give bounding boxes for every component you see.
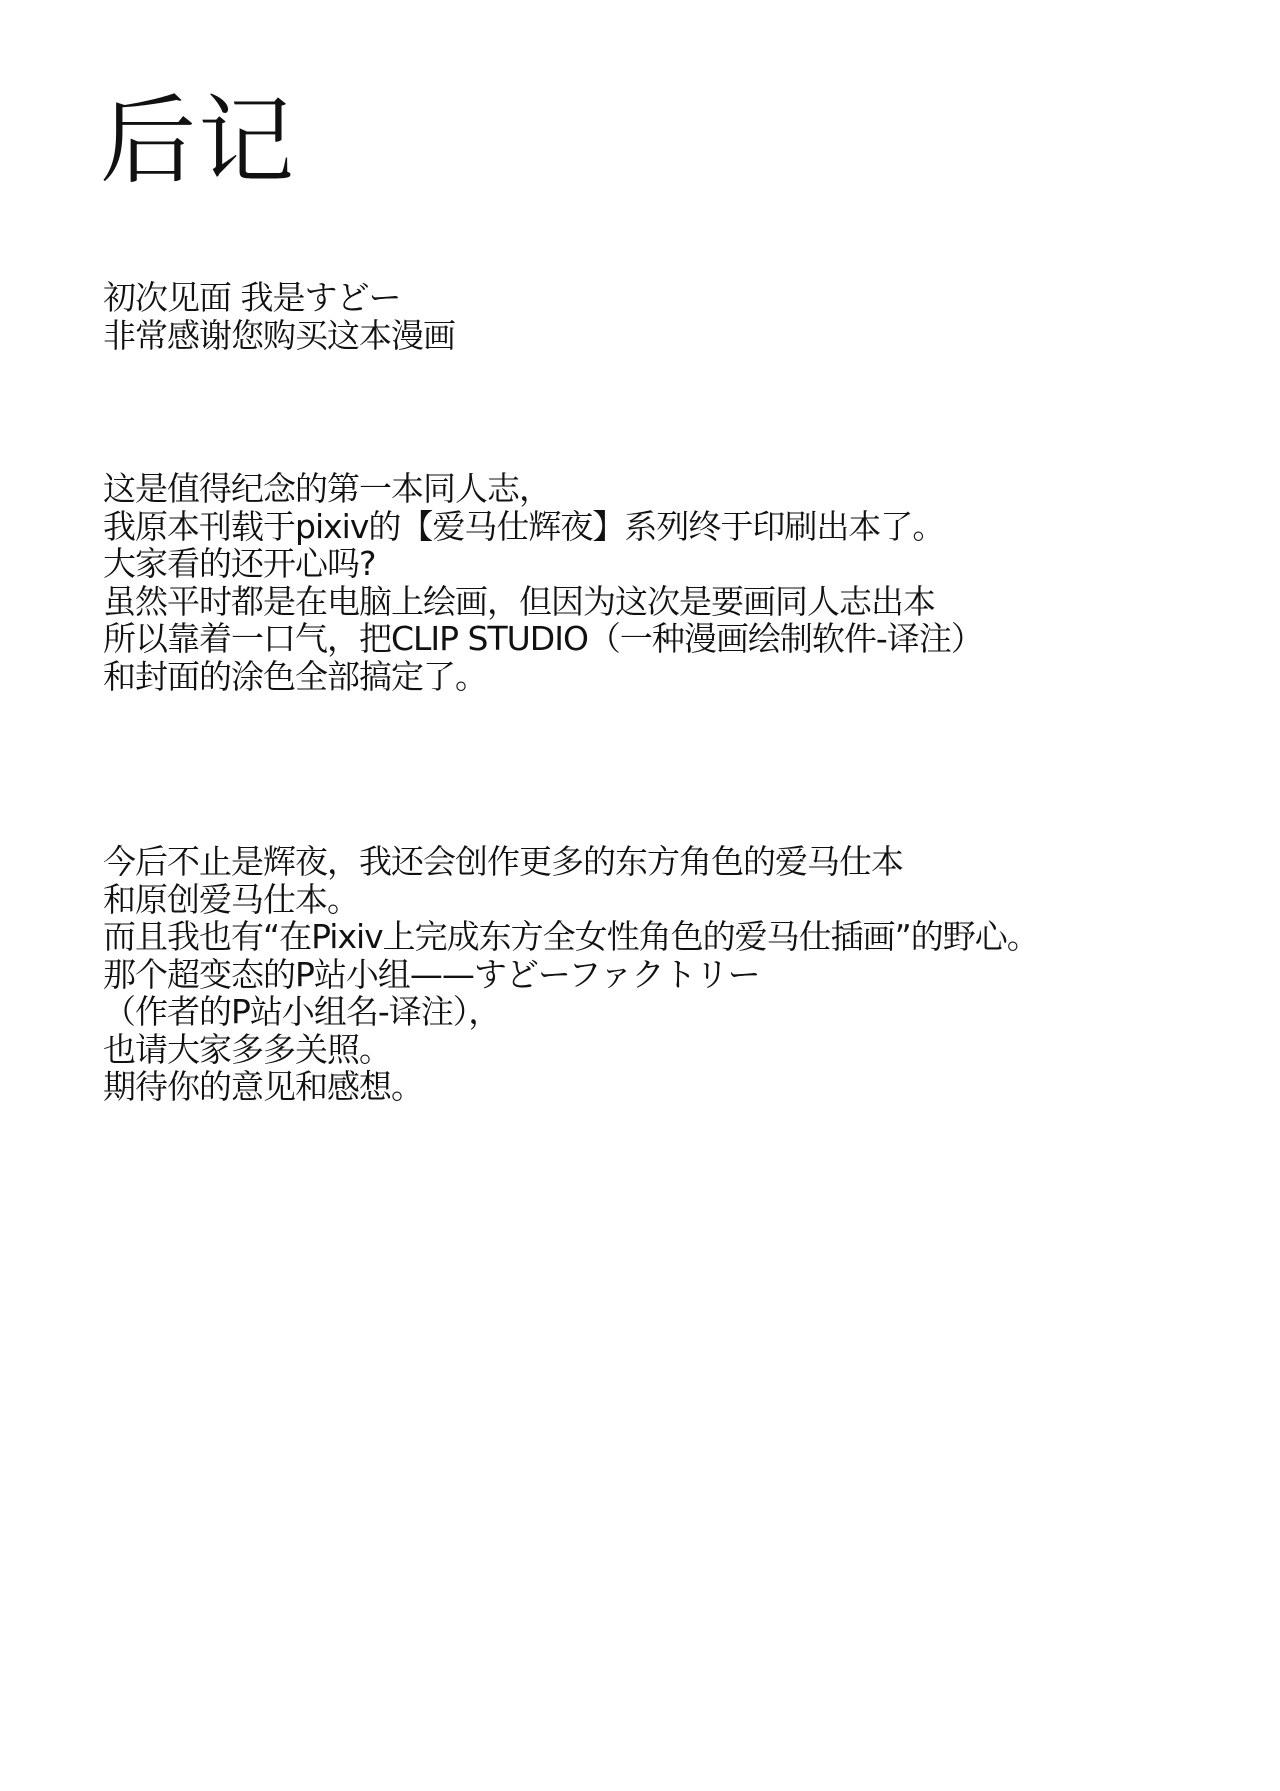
text-line: 今后不止是辉夜，我还会创作更多的东方角色的爱马仕本 <box>103 842 903 881</box>
text-line: 也请大家多多关照。 <box>103 1029 391 1069</box>
paragraph-greeting <box>103 279 455 354</box>
text-line: 这是值得纪念的第一本同人志， <box>103 469 551 508</box>
text-line: 和原创爱马仕本。 <box>103 879 359 919</box>
text-line: 而且我也有“在Pixiv上完成东方全女性角色的爱马仕插画”的野心。 <box>103 917 1039 956</box>
text-line: 非常感谢您购买这本漫画 <box>103 315 455 355</box>
text-line: 那个超变态的P站小组——すどーファクトリー <box>103 954 760 994</box>
text-line: 期待你的意见和感想。 <box>103 1067 423 1106</box>
text-line: 大家看的还开心吗? <box>103 544 376 583</box>
text-line: 初次见面 我是すどー <box>103 278 401 317</box>
text-line: 虽然平时都是在电脑上绘画，但因为这次是要画同人志出本 <box>103 581 935 621</box>
text-line: 我原本刊载于pixiv的【爱马仕辉夜】系列终于印刷出本了。 <box>103 506 945 546</box>
text-line: （作者的P站小组名-译注）， <box>103 992 501 1031</box>
page-title: 后记 <box>100 85 296 197</box>
text-line: 和封面的涂色全部搞定了。 <box>103 656 487 696</box>
text-line: 所以靠着一口气，把CLIP STUDIO（一种漫画绘制软件-译注） <box>103 619 983 658</box>
paragraph-first-doujinshi <box>103 470 983 695</box>
paragraph-future-plans <box>103 843 1039 1106</box>
